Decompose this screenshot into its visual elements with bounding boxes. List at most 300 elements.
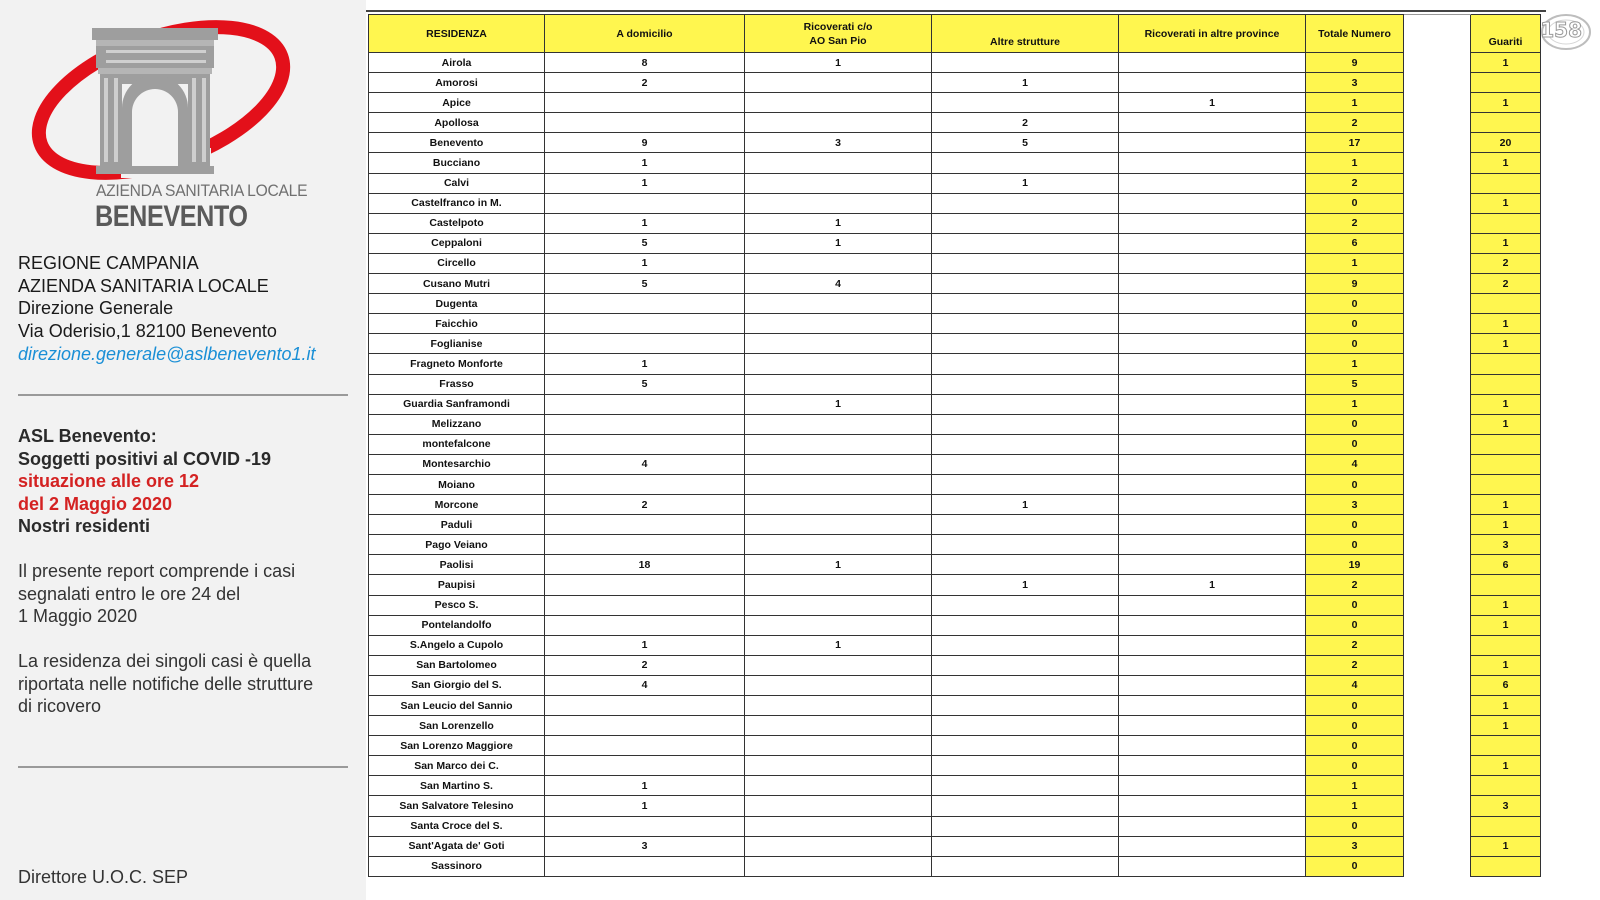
cell-domicilio bbox=[545, 856, 745, 876]
cell-domicilio: 5 bbox=[545, 274, 745, 294]
col-header-domicilio: A domicilio bbox=[545, 15, 745, 53]
cell-domicilio bbox=[545, 515, 745, 535]
table-row bbox=[369, 495, 1541, 515]
cell-gap bbox=[1404, 515, 1471, 535]
cell-totale: 0 bbox=[1306, 193, 1404, 213]
table-row bbox=[369, 575, 1541, 595]
cell-gap bbox=[1404, 856, 1471, 876]
cell-ricoverati: 4 bbox=[745, 274, 932, 294]
cell-ricoverati bbox=[745, 675, 932, 695]
address-line: Direzione Generale bbox=[18, 298, 174, 318]
address-line: Via Oderisio,1 82100 Benevento bbox=[18, 320, 277, 341]
cell-altre-province bbox=[1119, 374, 1306, 394]
cell-ricoverati bbox=[745, 615, 932, 635]
address-line: AZIENDA SANITARIA LOCALE bbox=[18, 275, 269, 296]
cell-domicilio: 1 bbox=[545, 213, 745, 233]
cell-ricoverati: 1 bbox=[745, 555, 932, 575]
divider bbox=[18, 766, 348, 768]
cell-altre-province bbox=[1119, 414, 1306, 434]
cell-totale: 6 bbox=[1306, 233, 1404, 253]
col-header-guariti-label: Guariti bbox=[1488, 35, 1523, 48]
cell-altre-province bbox=[1119, 173, 1306, 193]
cell-altre-province bbox=[1119, 595, 1306, 615]
cell-ricoverati bbox=[745, 73, 932, 93]
cell-residenza: Cusano Mutri bbox=[369, 274, 545, 294]
cell-residenza: Dugenta bbox=[369, 294, 545, 314]
cell-ricoverati bbox=[745, 655, 932, 675]
cell-gap bbox=[1404, 414, 1471, 434]
cell-residenza: Castelpoto bbox=[369, 213, 545, 233]
cell-ricoverati bbox=[745, 816, 932, 836]
cell-domicilio bbox=[545, 394, 745, 414]
cell-gap bbox=[1404, 434, 1471, 454]
cell-domicilio bbox=[545, 736, 745, 756]
col-header-altre-label: Altre strutture bbox=[989, 35, 1060, 48]
col-header-ricoverati-line1: Ricoverati c/o bbox=[803, 20, 873, 33]
cell-gap bbox=[1404, 454, 1471, 474]
cell-altre-strutture bbox=[932, 253, 1119, 273]
col-header-totale: Totale Numero bbox=[1306, 15, 1404, 53]
cell-guariti: 3 bbox=[1471, 535, 1541, 555]
cell-altre-strutture: 1 bbox=[932, 495, 1119, 515]
cell-totale: 1 bbox=[1306, 394, 1404, 414]
cell-residenza: Melizzano bbox=[369, 414, 545, 434]
cell-altre-strutture bbox=[932, 53, 1119, 73]
cell-residenza: Santa Croce del S. bbox=[369, 816, 545, 836]
cell-totale: 4 bbox=[1306, 675, 1404, 695]
cell-domicilio: 1 bbox=[545, 635, 745, 655]
cell-totale: 1 bbox=[1306, 253, 1404, 273]
cell-residenza: Paduli bbox=[369, 515, 545, 535]
cell-ricoverati: 1 bbox=[745, 53, 932, 73]
cell-altre-strutture: 5 bbox=[932, 133, 1119, 153]
report-title-line: Nostri residenti bbox=[18, 516, 151, 536]
cell-altre-province bbox=[1119, 213, 1306, 233]
cell-residenza: Apice bbox=[369, 93, 545, 113]
table-header-row bbox=[369, 15, 1541, 53]
cell-residenza: Moiano bbox=[369, 474, 545, 494]
cell-altre-province bbox=[1119, 334, 1306, 354]
cell-altre-province bbox=[1119, 675, 1306, 695]
cell-domicilio bbox=[545, 595, 745, 615]
director-label bbox=[18, 866, 188, 889]
cell-altre-strutture bbox=[932, 696, 1119, 716]
cell-altre-strutture bbox=[932, 474, 1119, 494]
cell-domicilio: 1 bbox=[545, 354, 745, 374]
table-row bbox=[369, 555, 1541, 575]
cell-altre-strutture bbox=[932, 595, 1119, 615]
covid-table-area bbox=[366, 0, 1600, 900]
cell-totale: 0 bbox=[1306, 434, 1404, 454]
table-row bbox=[369, 173, 1541, 193]
cell-altre-strutture bbox=[932, 374, 1119, 394]
table-row bbox=[369, 796, 1541, 816]
cell-totale: 2 bbox=[1306, 635, 1404, 655]
cell-ricoverati bbox=[745, 314, 932, 334]
cell-guariti: 1 bbox=[1471, 716, 1541, 736]
cell-gap bbox=[1404, 495, 1471, 515]
cell-gap bbox=[1404, 655, 1471, 675]
cell-residenza: Sant'Agata de' Goti bbox=[369, 836, 545, 856]
cell-altre-strutture bbox=[932, 615, 1119, 635]
cell-totale: 2 bbox=[1306, 655, 1404, 675]
cell-ricoverati bbox=[745, 253, 932, 273]
cell-altre-strutture bbox=[932, 535, 1119, 555]
cell-residenza: Benevento bbox=[369, 133, 545, 153]
cell-domicilio bbox=[545, 434, 745, 454]
cell-guariti: 6 bbox=[1471, 555, 1541, 575]
cell-altre-strutture bbox=[932, 153, 1119, 173]
cell-residenza: Sassinoro bbox=[369, 856, 545, 876]
cell-domicilio bbox=[545, 93, 745, 113]
table-row bbox=[369, 374, 1541, 394]
report-date-line: situazione alle ore 12 bbox=[18, 471, 200, 491]
report-title-line: Soggetti positivi al COVID -19 bbox=[18, 448, 272, 469]
cell-domicilio bbox=[545, 535, 745, 555]
cell-guariti: 1 bbox=[1471, 595, 1541, 615]
cell-gap bbox=[1404, 294, 1471, 314]
table-row bbox=[369, 776, 1541, 796]
cell-altre-province bbox=[1119, 655, 1306, 675]
divider bbox=[18, 394, 348, 396]
cell-gap bbox=[1404, 595, 1471, 615]
cell-guariti bbox=[1471, 736, 1541, 756]
col-header-altre-province: Ricoverati in altre province bbox=[1119, 15, 1306, 53]
cell-residenza: Frasso bbox=[369, 374, 545, 394]
cell-totale: 9 bbox=[1306, 274, 1404, 294]
cell-ricoverati bbox=[745, 776, 932, 796]
note-line: Il presente report comprende i casi bbox=[18, 561, 296, 581]
table-top-border bbox=[366, 10, 1546, 12]
note-line: segnalati entro le ore 24 del bbox=[18, 583, 241, 604]
cell-residenza: Pago Veiano bbox=[369, 535, 545, 555]
cell-gap bbox=[1404, 213, 1471, 233]
cell-totale: 3 bbox=[1306, 836, 1404, 856]
cell-guariti bbox=[1471, 474, 1541, 494]
cell-domicilio bbox=[545, 474, 745, 494]
cell-altre-province bbox=[1119, 515, 1306, 535]
cell-residenza: San Salvatore Telesino bbox=[369, 796, 545, 816]
cell-totale: 0 bbox=[1306, 816, 1404, 836]
cell-guariti bbox=[1471, 635, 1541, 655]
cell-residenza: montefalcone bbox=[369, 434, 545, 454]
cell-gap bbox=[1404, 233, 1471, 253]
cell-domicilio: 1 bbox=[545, 173, 745, 193]
org-subtitle: AZIENDA SANITARIA LOCALE bbox=[96, 181, 308, 200]
table-row bbox=[369, 113, 1541, 133]
cell-domicilio: 1 bbox=[545, 776, 745, 796]
cell-totale: 0 bbox=[1306, 294, 1404, 314]
cell-altre-province bbox=[1119, 635, 1306, 655]
table-row bbox=[369, 836, 1541, 856]
cell-guariti: 1 bbox=[1471, 495, 1541, 515]
cell-ricoverati bbox=[745, 354, 932, 374]
cell-domicilio bbox=[545, 294, 745, 314]
table-row bbox=[369, 736, 1541, 756]
cell-domicilio: 5 bbox=[545, 233, 745, 253]
cell-residenza: Calvi bbox=[369, 173, 545, 193]
cell-guariti bbox=[1471, 354, 1541, 374]
cell-altre-province bbox=[1119, 434, 1306, 454]
cell-totale: 1 bbox=[1306, 153, 1404, 173]
table-row bbox=[369, 153, 1541, 173]
table-row bbox=[369, 193, 1541, 213]
cell-totale: 0 bbox=[1306, 595, 1404, 615]
cell-totale: 0 bbox=[1306, 535, 1404, 555]
cell-altre-strutture bbox=[932, 515, 1119, 535]
cell-altre-province bbox=[1119, 454, 1306, 474]
cell-domicilio bbox=[545, 334, 745, 354]
table-body bbox=[369, 53, 1541, 877]
cell-gap bbox=[1404, 796, 1471, 816]
cell-ricoverati bbox=[745, 856, 932, 876]
cell-altre-province bbox=[1119, 233, 1306, 253]
cell-guariti bbox=[1471, 374, 1541, 394]
contact-email-link[interactable]: direzione.generale@aslbenevento1.it bbox=[18, 344, 316, 364]
table-row bbox=[369, 314, 1541, 334]
cell-domicilio bbox=[545, 414, 745, 434]
cell-totale: 19 bbox=[1306, 555, 1404, 575]
cell-ricoverati bbox=[745, 756, 932, 776]
report-title-line: ASL Benevento: bbox=[18, 426, 157, 446]
cell-residenza: San Martino S. bbox=[369, 776, 545, 796]
cell-residenza: Ceppaloni bbox=[369, 233, 545, 253]
cell-altre-province bbox=[1119, 555, 1306, 575]
cell-altre-strutture bbox=[932, 354, 1119, 374]
cell-residenza: Circello bbox=[369, 253, 545, 273]
cell-altre-province bbox=[1119, 274, 1306, 294]
col-gap bbox=[1404, 15, 1471, 53]
cell-guariti: 1 bbox=[1471, 696, 1541, 716]
cell-altre-province bbox=[1119, 716, 1306, 736]
table-row bbox=[369, 414, 1541, 434]
cell-gap bbox=[1404, 314, 1471, 334]
table-row bbox=[369, 474, 1541, 494]
cell-altre-province bbox=[1119, 73, 1306, 93]
cell-domicilio: 5 bbox=[545, 374, 745, 394]
cell-totale: 0 bbox=[1306, 736, 1404, 756]
cell-ricoverati bbox=[745, 294, 932, 314]
cell-guariti: 1 bbox=[1471, 153, 1541, 173]
cell-altre-strutture bbox=[932, 434, 1119, 454]
report-title-block bbox=[18, 425, 271, 538]
cell-altre-strutture bbox=[932, 454, 1119, 474]
cell-residenza: Faicchio bbox=[369, 314, 545, 334]
cell-totale: 1 bbox=[1306, 354, 1404, 374]
cell-altre-strutture bbox=[932, 716, 1119, 736]
cell-totale: 0 bbox=[1306, 615, 1404, 635]
cell-altre-strutture bbox=[932, 314, 1119, 334]
cell-totale: 5 bbox=[1306, 374, 1404, 394]
cell-residenza: San Leucio del Sannio bbox=[369, 696, 545, 716]
cell-domicilio: 3 bbox=[545, 836, 745, 856]
cell-altre-province bbox=[1119, 153, 1306, 173]
cell-gap bbox=[1404, 675, 1471, 695]
cell-totale: 0 bbox=[1306, 696, 1404, 716]
cell-altre-province bbox=[1119, 133, 1306, 153]
cell-totale: 1 bbox=[1306, 93, 1404, 113]
report-scope-note bbox=[18, 560, 295, 628]
cell-ricoverati bbox=[745, 434, 932, 454]
col-header-ricoverati bbox=[745, 15, 932, 53]
cell-gap bbox=[1404, 173, 1471, 193]
cell-gap bbox=[1404, 615, 1471, 635]
cell-gap bbox=[1404, 575, 1471, 595]
cell-domicilio: 4 bbox=[545, 675, 745, 695]
cell-totale: 0 bbox=[1306, 474, 1404, 494]
cell-guariti bbox=[1471, 113, 1541, 133]
table-row bbox=[369, 213, 1541, 233]
cell-gap bbox=[1404, 274, 1471, 294]
cell-altre-province bbox=[1119, 736, 1306, 756]
cell-altre-strutture bbox=[932, 776, 1119, 796]
cell-altre-province bbox=[1119, 816, 1306, 836]
cell-guariti bbox=[1471, 454, 1541, 474]
cell-altre-province bbox=[1119, 615, 1306, 635]
cell-guariti: 1 bbox=[1471, 836, 1541, 856]
cell-domicilio: 1 bbox=[545, 253, 745, 273]
cell-altre-strutture bbox=[932, 93, 1119, 113]
col-header-guariti bbox=[1471, 15, 1541, 53]
cell-ricoverati bbox=[745, 334, 932, 354]
table-row bbox=[369, 515, 1541, 535]
cell-altre-province bbox=[1119, 253, 1306, 273]
cell-altre-province bbox=[1119, 856, 1306, 876]
org-name: BENEVENTO bbox=[95, 200, 248, 233]
cell-domicilio bbox=[545, 716, 745, 736]
table-row bbox=[369, 716, 1541, 736]
cell-gap bbox=[1404, 836, 1471, 856]
cell-guariti bbox=[1471, 575, 1541, 595]
note-line: riportata nelle notifiche delle strutture bbox=[18, 673, 314, 694]
cell-domicilio: 2 bbox=[545, 495, 745, 515]
cell-altre-province bbox=[1119, 696, 1306, 716]
cell-ricoverati: 3 bbox=[745, 133, 932, 153]
cell-ricoverati bbox=[745, 414, 932, 434]
cell-gap bbox=[1404, 474, 1471, 494]
cell-altre-strutture bbox=[932, 394, 1119, 414]
cell-gap bbox=[1404, 334, 1471, 354]
cell-domicilio bbox=[545, 314, 745, 334]
cell-residenza: Paupisi bbox=[369, 575, 545, 595]
cell-guariti: 2 bbox=[1471, 274, 1541, 294]
cell-guariti: 1 bbox=[1471, 394, 1541, 414]
cell-residenza: Fragneto Monforte bbox=[369, 354, 545, 374]
cell-residenza: S.Angelo a Cupolo bbox=[369, 635, 545, 655]
cell-domicilio: 1 bbox=[545, 796, 745, 816]
cell-altre-province bbox=[1119, 776, 1306, 796]
cell-altre-province bbox=[1119, 836, 1306, 856]
covid-cases-table bbox=[368, 14, 1541, 877]
cell-altre-strutture bbox=[932, 796, 1119, 816]
cell-domicilio bbox=[545, 193, 745, 213]
cell-domicilio bbox=[545, 575, 745, 595]
cell-altre-province bbox=[1119, 53, 1306, 73]
cell-guariti: 1 bbox=[1471, 233, 1541, 253]
cell-gap bbox=[1404, 153, 1471, 173]
cell-ricoverati bbox=[745, 193, 932, 213]
table-row bbox=[369, 294, 1541, 314]
cell-altre-strutture bbox=[932, 736, 1119, 756]
cell-totale: 0 bbox=[1306, 414, 1404, 434]
cell-totale: 0 bbox=[1306, 716, 1404, 736]
cell-gap bbox=[1404, 736, 1471, 756]
table-row bbox=[369, 675, 1541, 695]
director-line: Direttore U.O.C. SEP bbox=[18, 867, 189, 887]
table-row bbox=[369, 334, 1541, 354]
cell-altre-province: 1 bbox=[1119, 575, 1306, 595]
cell-altre-province bbox=[1119, 394, 1306, 414]
cell-altre-province bbox=[1119, 294, 1306, 314]
cell-altre-strutture: 1 bbox=[932, 575, 1119, 595]
cell-totale: 3 bbox=[1306, 73, 1404, 93]
cell-guariti bbox=[1471, 173, 1541, 193]
cell-totale: 0 bbox=[1306, 515, 1404, 535]
address-block bbox=[18, 252, 277, 342]
cell-altre-province: 1 bbox=[1119, 93, 1306, 113]
cell-guariti: 1 bbox=[1471, 53, 1541, 73]
table-row bbox=[369, 133, 1541, 153]
table-row bbox=[369, 454, 1541, 474]
cell-guariti: 1 bbox=[1471, 93, 1541, 113]
cell-ricoverati: 1 bbox=[745, 213, 932, 233]
note-line: La residenza dei singoli casi è quella bbox=[18, 651, 312, 671]
cell-residenza: San Lorenzello bbox=[369, 716, 545, 736]
cell-altre-strutture bbox=[932, 193, 1119, 213]
cell-gap bbox=[1404, 354, 1471, 374]
cell-guariti: 2 bbox=[1471, 253, 1541, 273]
sidebar-panel bbox=[0, 0, 366, 900]
cell-guariti: 1 bbox=[1471, 334, 1541, 354]
table-row bbox=[369, 394, 1541, 414]
cell-totale: 2 bbox=[1306, 173, 1404, 193]
cell-domicilio: 18 bbox=[545, 555, 745, 575]
table-row bbox=[369, 816, 1541, 836]
cell-gap bbox=[1404, 73, 1471, 93]
cell-guariti: 1 bbox=[1471, 414, 1541, 434]
cell-domicilio: 1 bbox=[545, 153, 745, 173]
cell-totale: 3 bbox=[1306, 495, 1404, 515]
cell-totale: 0 bbox=[1306, 756, 1404, 776]
cell-altre-province bbox=[1119, 314, 1306, 334]
cell-ricoverati bbox=[745, 113, 932, 133]
cell-totale: 0 bbox=[1306, 334, 1404, 354]
table-row bbox=[369, 615, 1541, 635]
cell-ricoverati bbox=[745, 796, 932, 816]
cell-totale: 2 bbox=[1306, 213, 1404, 233]
address-line: REGIONE CAMPANIA bbox=[18, 253, 199, 273]
cell-residenza: Airola bbox=[369, 53, 545, 73]
cell-altre-strutture bbox=[932, 856, 1119, 876]
cell-guariti: 6 bbox=[1471, 675, 1541, 695]
cell-altre-strutture bbox=[932, 816, 1119, 836]
cell-guariti: 1 bbox=[1471, 515, 1541, 535]
cell-gap bbox=[1404, 93, 1471, 113]
cell-residenza: Guardia Sanframondi bbox=[369, 394, 545, 414]
cell-ricoverati bbox=[745, 595, 932, 615]
cell-domicilio bbox=[545, 615, 745, 635]
cell-altre-strutture bbox=[932, 213, 1119, 233]
table-row bbox=[369, 655, 1541, 675]
cell-altre-strutture bbox=[932, 414, 1119, 434]
cell-guariti: 1 bbox=[1471, 756, 1541, 776]
cell-residenza: San Lorenzo Maggiore bbox=[369, 736, 545, 756]
cell-totale: 1 bbox=[1306, 796, 1404, 816]
cell-ricoverati bbox=[745, 716, 932, 736]
cell-gap bbox=[1404, 776, 1471, 796]
cell-domicilio: 8 bbox=[545, 53, 745, 73]
cell-altre-province bbox=[1119, 354, 1306, 374]
